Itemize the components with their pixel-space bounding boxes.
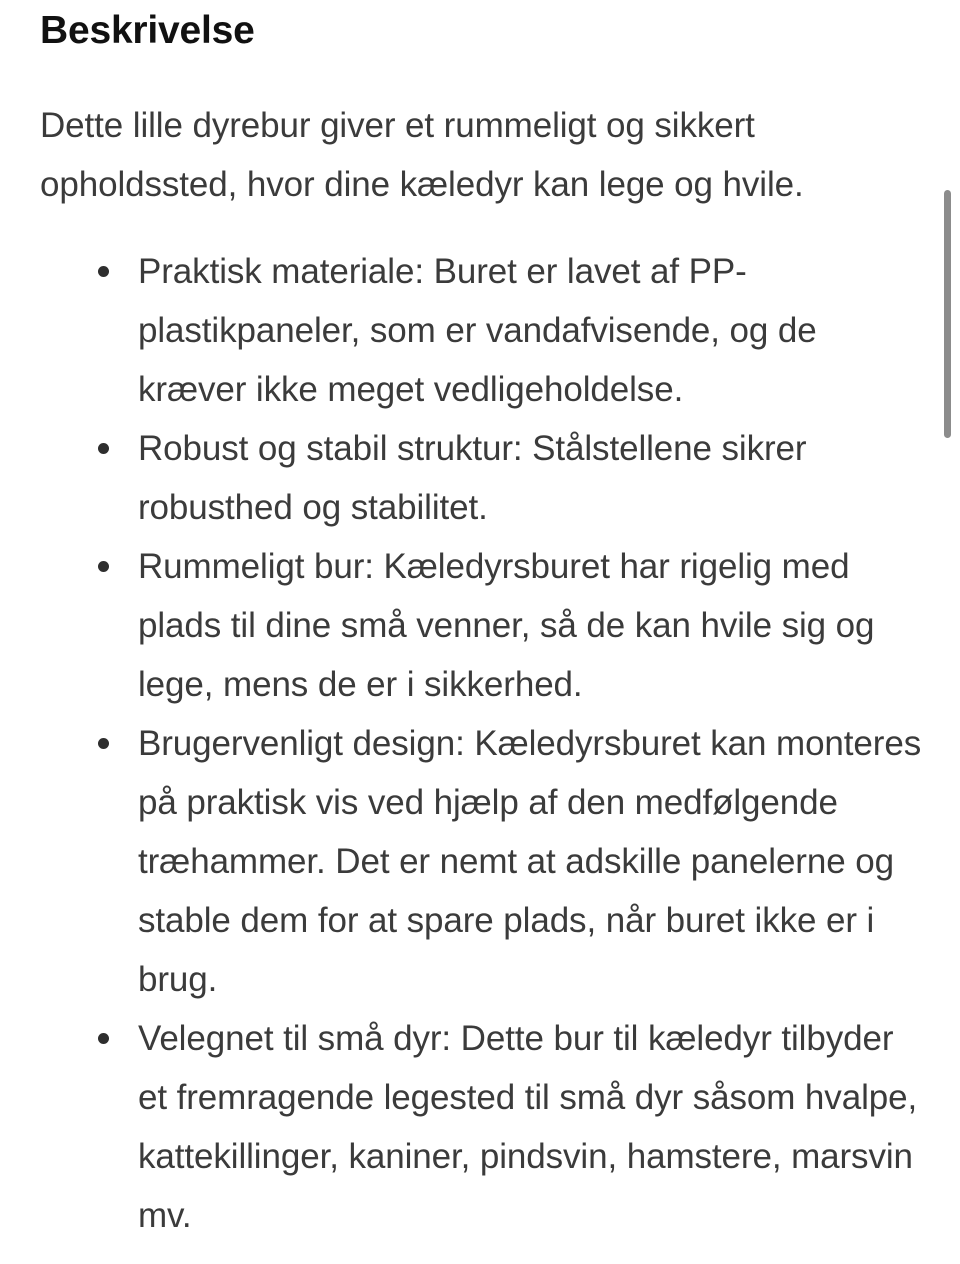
list-item	[0, 242, 930, 419]
list-item-label: Robust og stabil struktur: Stålstellene sikrer robusthed og stabilitet.	[138, 429, 807, 527]
list-item	[0, 537, 930, 714]
bullet-icon	[98, 561, 109, 572]
bullet-icon	[98, 443, 109, 454]
page-title: Beskrivelse	[40, 9, 255, 52]
list-item-label: Brugervenligt design: Kæledyrsburet kan monteres på praktisk vis ved hjælp af den medfølgende træhammer. Det er nemt at adskille panelerne og stable dem for at spare plads, når buret ikke er i brug.	[138, 724, 922, 999]
intro-paragraph: Dette lille dyrebur giver et rummeligt og sikkert opholdssted, hvor dine kæledyr kan lege og hvile.	[40, 106, 804, 204]
vertical-scrollbar-thumb[interactable]	[944, 190, 951, 438]
bullet-icon	[98, 266, 109, 277]
bullet-icon	[98, 738, 109, 749]
list-item-label: Velegnet til små dyr: Dette bur til kæledyr tilbyder et fremragende legested til små dyr såsom hvalpe, kattekillinger, kaniner, pindsvin, hamstere, marsvin mv.	[138, 1019, 918, 1235]
list-item-label: Praktisk materiale: Buret er lavet af PP-plastikpaneler, som er vandafvisende, og de kræver ikke meget vedligeholdelse.	[138, 252, 817, 409]
list-item-label: Rummeligt bur: Kæledyrsburet har rigelig med plads til dine små venner, så de kan hvile sig og lege, mens de er i sikkerhed.	[138, 547, 875, 704]
list-item	[0, 419, 930, 537]
feature-list	[0, 242, 930, 1245]
list-item	[0, 714, 930, 1009]
bullet-icon	[98, 1033, 109, 1044]
list-item	[0, 1009, 930, 1245]
